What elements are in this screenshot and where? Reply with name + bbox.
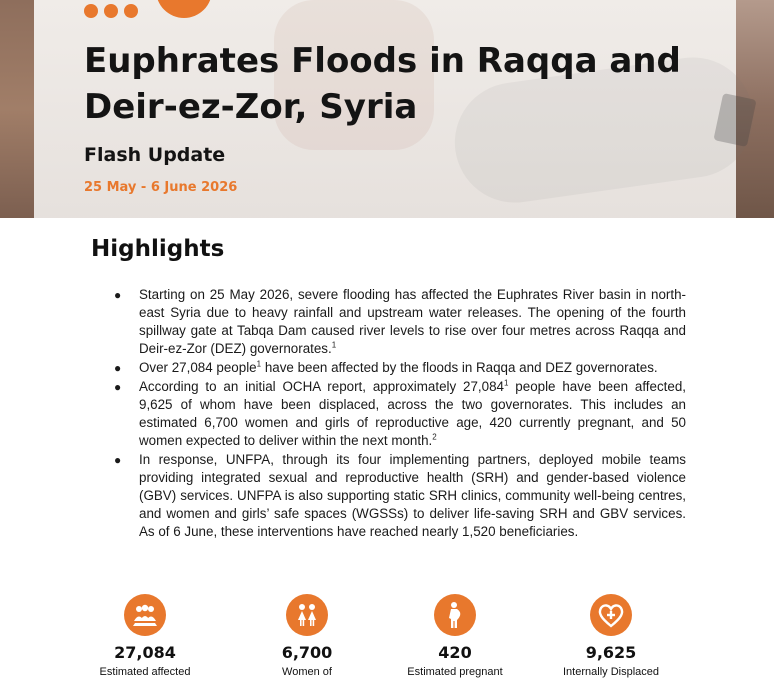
stat-label: Estimated affected [99,666,191,678]
report-dates: 25 May - 6 June 2026 [84,180,238,195]
stat-displaced [541,594,681,679]
stat-pregnant [385,594,525,679]
highlight-text: According to an initial OCHA report, approximately 27,084 [139,379,504,394]
brand-dots [84,4,138,18]
highlight-item [114,359,686,377]
brand-dot [104,4,118,18]
highlight-text: people have been affected, 9,625 of whom have been displaced, across the two governorates. This includes an estimated 6,700 women and girls of reproductive age, 420 currently pregnant, and 50 women expected to deliver within the next month. [139,379,686,448]
stat-value: 9,625 [585,643,637,662]
footnote-ref[interactable]: 1 [256,359,262,369]
highlights-list [114,286,686,542]
stat-label: Estimated pregnant [407,666,503,678]
highlights-heading: Highlights [91,236,225,262]
highlight-item [114,451,686,541]
brand-dot [84,4,98,18]
stat-label: Internally Displaced [563,666,659,678]
page-title [84,38,724,130]
bullet-icon: ● [114,361,122,375]
highlight-text: have been affected by the floods in Raqqa and DEZ governorates. [261,360,658,375]
bullet-icon: ● [114,380,122,394]
footnote-ref[interactable]: 2 [432,432,437,442]
stat-value: 6,700 [281,643,333,662]
highlight-item [114,378,686,450]
bullet-icon: ● [114,288,122,302]
brand-dot [124,4,138,18]
highlight-text: In response, UNFPA, through its four implementing partners, deployed mobile teams providing integrated sexual and reproductive health (SRH) and gender-based violence (GBV) services. UNFPA is also supporting static SRH clinics, community well-being centres, and women and girls’ safe spaces (WGSSs) to deliver life-saving SRH and GBV services. As of 6 June, these interventions have reached nearly 1,520 beneficiaries. [139,452,686,539]
footnote-ref[interactable]: 1 [331,340,337,350]
hero-banner [0,0,774,218]
stat-label: Women of [282,666,332,678]
people-group-icon [124,594,166,636]
title-line-2: Deir-ez-Zor, Syria [84,87,418,127]
page-subtitle: Flash Update [84,144,226,166]
women-icon [286,594,328,636]
stat-value: 27,084 [114,643,176,662]
title-line-1: Euphrates Floods in Raqqa and [84,41,681,81]
stat-affected [75,594,215,679]
footnote-ref[interactable]: 1 [504,378,509,388]
heart-plus-icon [590,594,632,636]
pregnant-woman-icon [434,594,476,636]
highlight-text: Over 27,084 people [139,360,257,375]
hero-photo-left-edge [0,0,34,218]
stat-value: 420 [438,643,472,662]
bullet-icon: ● [114,453,122,467]
highlight-item [114,286,686,358]
highlight-text: Starting on 25 May 2026, severe flooding has affected the Euphrates River basin in north-east Syria due to heavy rainfall and upstream water releases. The opening of the fourth spillway gate at Tabqa Dam caused river levels to rise over four metres across Raqqa and Deir-ez-Zor (DEZ) governorates. [139,287,686,356]
stat-women [237,594,377,679]
